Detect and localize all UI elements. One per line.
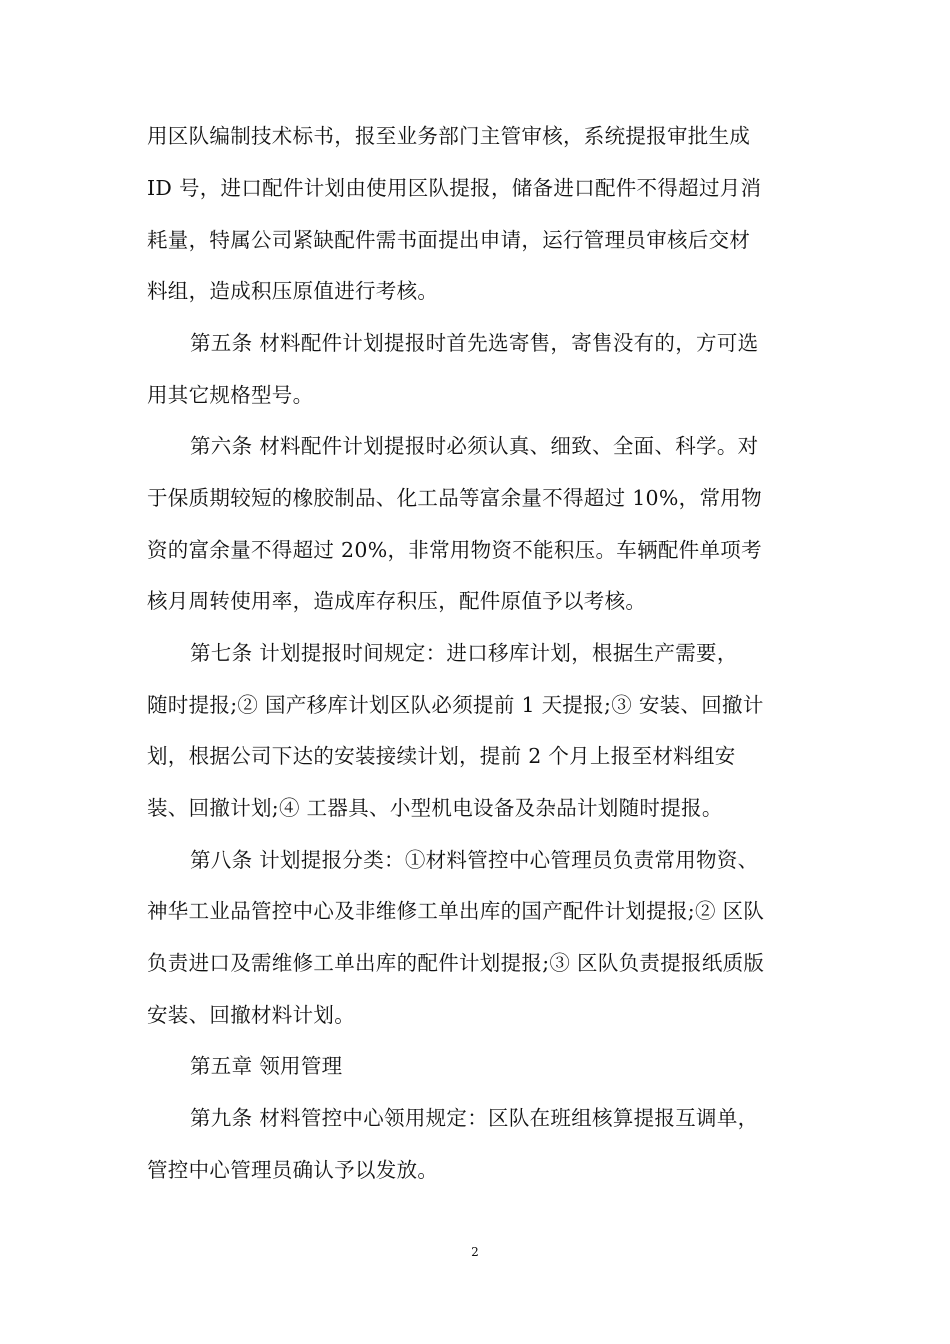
text-line: 管控中心管理员确认予以发放。 bbox=[147, 1158, 439, 1182]
chapter-heading: 第五章 领用管理 bbox=[190, 1054, 343, 1078]
text-line: 于保质期较短的橡胶制品、化工品等富余量不得超过 10%，常用物 bbox=[147, 486, 762, 510]
article-5-line: 第五条 材料配件计划提报时首先选寄售，寄售没有的，方可选 bbox=[190, 331, 759, 355]
text-line: 神华工业品管控中心及非维修工单出库的国产配件计划提报;② 区队 bbox=[147, 899, 765, 923]
page-number: 2 bbox=[471, 1245, 479, 1259]
text-line: 料组，造成积压原值进行考核。 bbox=[147, 279, 439, 303]
text-line: 资的富余量不得超过 20%，非常用物资不能积压。车辆配件单项考 bbox=[147, 538, 762, 562]
text-line: 用其它规格型号。 bbox=[147, 383, 314, 407]
article-9-line: 第九条 材料管控中心领用规定：区队在班组核算提报互调单， bbox=[190, 1106, 759, 1130]
text-line: 用区队编制技术标书，报至业务部门主管审核，系统提报审批生成 bbox=[147, 124, 751, 148]
text-line: 安装、回撤材料计划。 bbox=[147, 1003, 355, 1027]
text-line: 划，根据公司下达的安装接续计划，提前 2 个月上报至材料组安 bbox=[147, 744, 736, 768]
text-line: 装、回撤计划;④ 工器具、小型机电设备及杂品计划随时提报。 bbox=[147, 796, 723, 820]
text-line: ID 号，进口配件计划由使用区队提报，储备进口配件不得超过月消 bbox=[147, 176, 762, 200]
text-line: 核月周转使用率，造成库存积压，配件原值予以考核。 bbox=[147, 589, 647, 613]
text-line: 随时提报;② 国产移库计划区队必须提前 1 天提报;③ 安装、回撤计 bbox=[147, 693, 764, 717]
article-8-line: 第八条 计划提报分类：①材料管控中心管理员负责常用物资、 bbox=[190, 848, 759, 872]
text-line: 耗量，特属公司紧缺配件需书面提出申请，运行管理员审核后交材 bbox=[147, 228, 751, 252]
article-7-line: 第七条 计划提报时间规定：进口移库计划，根据生产需要， bbox=[190, 641, 738, 665]
article-6-line: 第六条 材料配件计划提报时必须认真、细致、全面、科学。对 bbox=[190, 434, 759, 458]
text-line: 负责进口及需维修工单出库的配件计划提报;③ 区队负责提报纸质版 bbox=[147, 951, 765, 975]
